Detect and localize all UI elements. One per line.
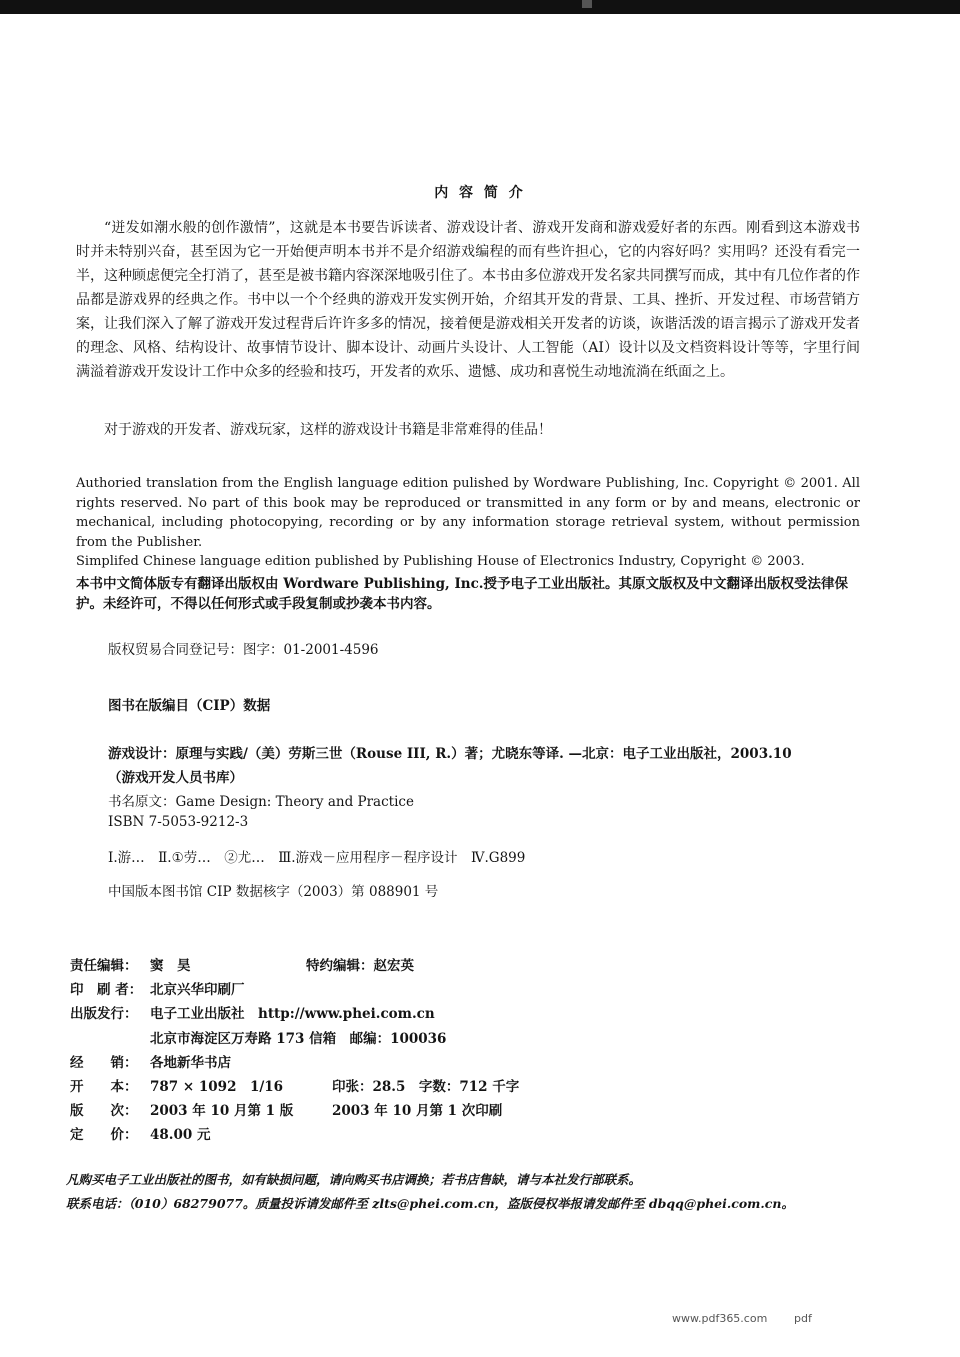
credit-value: 北京市海淀区万寿路 173 信箱 邮编：100036: [150, 1030, 447, 1047]
credit-label: 责任编辑：: [70, 958, 138, 974]
footer-notice: 凡购买电子工业出版社的图书，如有缺损问题，请向购买书店调换；若书店售缺，请与本社发行部联系。: [66, 1172, 642, 1187]
credit-sheets: 印张：28.5 字数：712 千字: [332, 1078, 520, 1095]
credit-value: 48.00 元: [150, 1127, 211, 1144]
credit-label: 开 本：: [70, 1078, 138, 1095]
copyright-english-text: Authoried translation from the English language edition pulished by Wordware Publishing, Inc. Copyright © 2001. All rights reserved. No part of this book may be reproduced or transmitted in any form or by and means, electronic or mechanical, including photocopying, recording or by any information storage retrieval system, without permission from the Publisher.: [76, 476, 860, 550]
page-title: 内 容 简 介: [434, 185, 526, 201]
credit-value: 787 × 1092 1/16: [150, 1078, 284, 1095]
credit-label: 经 销：: [70, 1054, 138, 1071]
credit-label: 版 次：: [70, 1103, 138, 1120]
intro-paragraph-2: 对于游戏的开发者、游戏玩家，这样的游戏设计书籍是非常难得的佳品！: [104, 422, 552, 438]
cip-library-number: 中国版本图书馆 CIP 数据核字（2003）第 088901 号: [108, 884, 439, 900]
cip-original-title: 书名原文：Game Design: Theory and Practice: [108, 794, 414, 810]
watermark-tag: pdf: [794, 1312, 812, 1325]
cip-classification: Ⅰ.游… Ⅱ.①劳… ②尤… Ⅲ.游戏－应用程序－程序设计 Ⅳ.G899: [108, 850, 526, 866]
registration-number: 版权贸易合同登记号：图字：01-2001-4596: [108, 642, 379, 658]
cip-line-2: （游戏开发人员书库）: [108, 770, 243, 786]
credit-special-editor: 特约编辑：赵宏英: [306, 958, 414, 974]
credit-value: 北京兴华印刷厂: [150, 982, 245, 999]
cip-isbn: ISBN 7-5053-9212-3: [108, 814, 249, 830]
footer-contact: 联系电话：（010）68279077。质量投诉请发邮件至 zlts@phei.com.cn，盗版侵权举报请发邮件至 dbqq@phei.com.cn。: [66, 1196, 794, 1211]
scan-mark: [582, 0, 592, 8]
credit-value: 窦 昊: [150, 958, 191, 974]
credit-value: 2003 年 10 月第 1 版: [150, 1103, 294, 1120]
copyright-english: [76, 474, 860, 572]
credit-label: 出版发行：: [70, 1006, 138, 1023]
cip-line-1: 游戏设计：原理与实践/（美）劳斯三世（Rouse III, R.）著；尤晓东等译. —北京：电子工业出版社，2003.10: [108, 746, 792, 762]
top-scan-border: [0, 0, 960, 14]
copyright-chinese: 本书中文简体版专有翻译出版权由 Wordware Publishing, Inc.授予电子工业出版社。其原文版权及中文翻译出版权受法律保护。未经许可，不得以任何形式或手段复制或抄袭本书内容。: [76, 576, 848, 612]
credit-label: 印 刷 者：: [70, 982, 143, 999]
copyright-english-text-2: Simplifed Chinese language edition published by Publishing House of Electronics Industry, Copyright © 2003.: [76, 554, 805, 569]
credit-label: 定 价：: [70, 1127, 138, 1144]
cip-heading: 图书在版编目（CIP）数据: [108, 698, 271, 714]
watermark-site: www.pdf365.com: [672, 1312, 768, 1325]
intro-paragraph: “迸发如潮水般的创作激情”，这就是本书要告诉读者、游戏设计者、游戏开发商和游戏爱好者的东西。刚看到这本游戏书时并未特别兴奋，甚至因为它一开始便声明本书并不是介绍游戏编程的而有些许担心，它的内容好吗？实用吗？还没有看完一半，这种顾虑便完全打消了，甚至是被书籍内容深深地吸引住了。本书由多位游戏开发名家共同撰写而成，其中有几位作者的作品都是游戏界的经典之作。书中以一个个经典的游戏开发实例开始，介绍其开发的背景、工具、挫折、开发过程、市场营销方案，让我们深入了解了游戏开发过程背后许许多多的情况，接着便是游戏相关开发者的访谈，诙谐活泼的语言揭示了游戏开发者的理念、风格、结构设计、故事情节设计、脚本设计、动画片头设计、人工智能（AI）设计以及文档资料设计等等，字里行间满溢着游戏开发设计工作中众多的经验和技巧，开发者的欢乐、遗憾、成功和喜悦生动地流淌在纸面之上。: [76, 220, 860, 380]
credit-value: 各地新华书店: [150, 1054, 231, 1071]
credit-value: 电子工业出版社 http://www.phei.com.cn: [150, 1006, 435, 1023]
credit-printing: 2003 年 10 月第 1 次印刷: [332, 1103, 503, 1120]
